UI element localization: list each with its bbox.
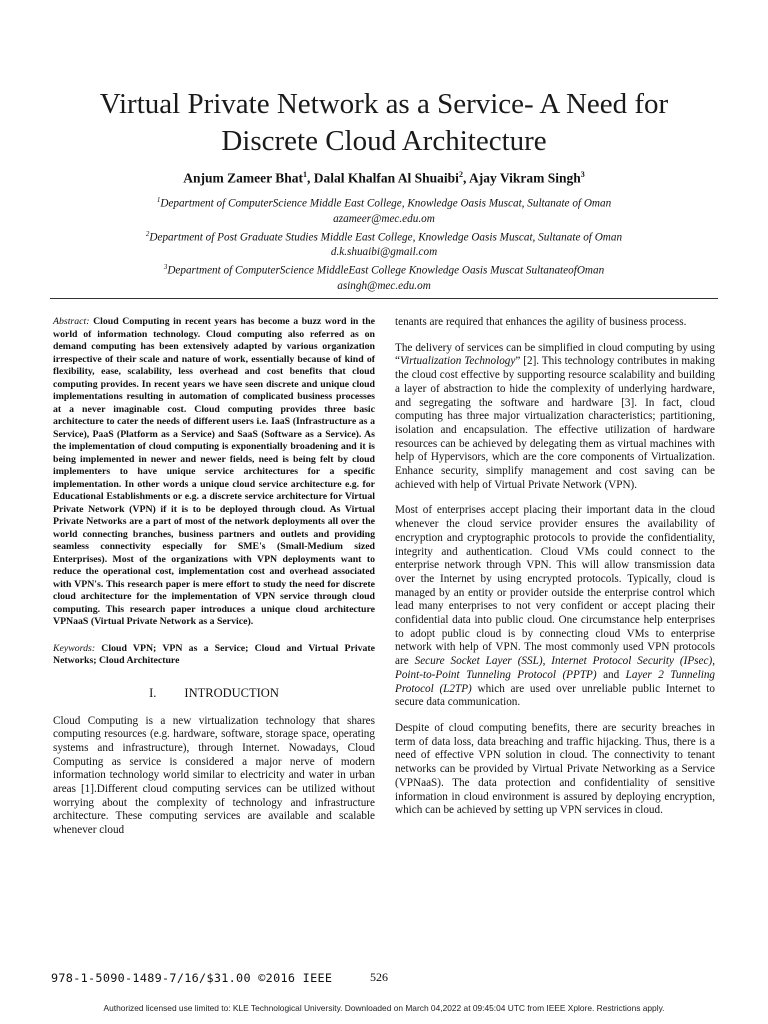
abstract-text: Cloud Computing in recent years has become a buzz word in the world of information technology. Cloud computing also referred as on demand computing has been extensively adapted by various organization irrespective of their scale and nature of work, essentially because of kind of flexibility, ease, scalability, less overhead and cost benefits that cloud computing provides. In recent years we have seen discrete and unique cloud implementations resulting in automation of complicated business processes at a never imaginable cost. Cloud computing provides three basic architecture to cater the needs of different users i.e. IaaS (Infrastructure as a Service), PaaS (Platform as a Service) and SaaS (Software as a Service). As the implementation of cloud computing is exponentially broadening and it is being implemented in newer and newer fields, need is being felt by cloud implementers to have unique service architectures for a specific implementation. In other words a unique cloud service architecture e.g. for Educational Establishments or e.g. a discrete service architecture for Virtual Private Network (VPN) if it is to be deployed through cloud. As Virtual Private Networks are a part of most of the network deployments all over the world connecting branches, business partners and outlets and providing seamless connectivity especially for SME's (Small-Medium sized Enterprises). Most of the organizations with VPN deployments want to reduce the operational cost, implementation cost and overhead associated with VPN's. This research paper is mere effort to study the need for discrete cloud architecture for the implementation of VPN service through cloud computing. This research paper introduces a unique cloud architecture VPNaaS (Virtual Private Network as a Service). <box>53 316 375 627</box>
affiliations <box>40 193 728 294</box>
section-heading-introduction <box>53 686 375 701</box>
keywords-label: Keywords: <box>53 642 96 654</box>
paragraph-text: The delivery of services can be simplified in cloud computing by using “ <box>395 341 715 368</box>
section-number: I. <box>149 685 157 700</box>
keywords <box>53 643 375 668</box>
affiliation-superscript: 2 <box>145 229 150 238</box>
paragraph-text: Most of enterprises accept placing their important data in the cloud whenever the cloud service provider ensures the availability of encryption and cryptographic protocols to provide the confidentiality, integrity and authentication. Cloud VMs could connect to the enterprise network through VPN. This will allow transmission data over the Internet by using encrypted protocols. Typically, cloud is managed by an entity or provider outside the enterprise control which lead many enterprises to not very confident or accept placing their confidential data into public cloud. One circumstance help enterprises to adopt public cloud is by connecting cloud VMs to enterprise network with help of VPN. The most commonly used VPN protocols are <box>395 504 715 668</box>
separator: , <box>542 655 552 668</box>
author-name: Ajay Vikram Singh <box>468 170 581 186</box>
affiliation-dept-3 <box>40 260 728 279</box>
paragraph-text: which are used over unreliable public Internet to secure data communication. <box>395 682 716 709</box>
intro-paragraph-4: Despite of cloud computing benefits, there are security breaches in term of data loss, data breaching and traffic hijacking. Thus, there is a need of effective VPN solution in cloud. The connectivity to tenant networks can be provided by Virtual Private Networking as a Service (VPNaaS). The data protection and confidentiality of sensitive information in cloud environment is assured by deploying encryption, which can be achieved by setting up VPN services in cloud. <box>395 721 715 817</box>
affiliation-superscript: 3 <box>163 263 168 272</box>
left-column <box>53 316 375 850</box>
paper-title-line-2: Discrete Cloud Architecture <box>221 125 547 157</box>
abstract <box>53 316 375 629</box>
author-superscript: 1 <box>303 170 307 179</box>
paper-title-line-1: Virtual Private Network as a Service- A Need for <box>99 88 669 120</box>
page-number: 526 <box>370 970 388 984</box>
protocol-l2tp: Layer 2 Tunneling Protocol (L2TP) <box>395 668 716 695</box>
author-superscript: 3 <box>580 170 585 179</box>
affiliation-email-1: azameer@mec.edu.om <box>333 212 435 225</box>
author-list <box>40 170 728 187</box>
author-separator: , <box>462 170 469 186</box>
isbn-copyright: 978-1-5090-1489-7/16/$31.00 ©2016 IEEE <box>51 971 333 985</box>
author-separator: , <box>307 170 314 186</box>
affiliation-text: Department of ComputerScience Middle East College, Knowledge Oasis Muscat, Sultanate of Oman <box>160 197 612 210</box>
affiliation-text: Department of Post Graduate Studies Middle East College, Knowledge Oasis Muscat, Sultanate of Oman <box>149 231 623 244</box>
intro-paragraph-continued: tenants are required that enhances the agility of business process. <box>395 316 687 328</box>
paragraph-text: ” [2]. This technology contributes in making the cloud cost effective by supporting resource scalability and building a layer of abstraction to hide the complexity of underlying hardware, and segregating the software and hardware [3]. In fact, cloud computing has three major virtualization characteristics; partitioning, isolation and encapsulation. The effective utilization of hardware resources can be achieved by delegating them as virtual machines with help of Hypervisors, which are the core components of Virtualization. Enhance security, simplify management and cost saving can be achieved with help of Virtual Private Network (VPN). <box>395 355 715 491</box>
separator: , <box>712 655 715 668</box>
right-column <box>395 316 715 830</box>
affiliation-email-3: asingh@mec.edu.om <box>337 280 431 293</box>
affiliation-dept-1 <box>40 193 728 212</box>
protocol-pptp: Point-to-Point Tunneling Protocol (PPTP) <box>395 668 597 681</box>
license-notice: Authorized licensed use limited to: KLE Technological University. Downloaded on March 04,2022 at 09:45:04 UTC from IEEE Xplore. Restrictions apply. <box>103 1003 665 1013</box>
intro-paragraph-2 <box>395 342 715 493</box>
italic-term: Virtualization Technology <box>399 355 516 368</box>
header-divider <box>50 298 718 299</box>
abstract-label: Abstract: <box>53 316 90 327</box>
affiliation-text: Department of ComputerScience MiddleEast College Knowledge Oasis Muscat SultanateofOman <box>167 265 605 278</box>
protocol-ssl: Secure Socket Layer (SSL) <box>414 655 543 668</box>
author-name: Anjum Zameer Bhat <box>183 170 303 186</box>
paper-title <box>40 86 728 160</box>
protocol-ipsec: Internet Protocol Security (IPsec) <box>551 655 713 668</box>
separator: and <box>596 668 626 681</box>
affiliation-email-2: d.k.shuaibi@gmail.com <box>330 246 438 259</box>
affiliation-superscript: 1 <box>156 196 161 204</box>
affiliation-dept-2 <box>40 227 728 246</box>
intro-paragraph-3 <box>395 504 715 710</box>
intro-paragraph-1: Cloud Computing is a new virtualization technology that shares computing resources (e.g. hardware, software, storage space, operating systems and infrastructure), through Internet. Nowadays, Cloud Computing as service is considered a major nerve of modern information technology world similar to electricity and water in urban areas [1].Different cloud computing services can be utilized without worrying about the complexity of technology and infrastructure architecture. These computing services are available and scalable whenever cloud <box>53 714 375 837</box>
author-name: Dalal Khalfan Al Shuaibi <box>313 170 459 186</box>
author-superscript: 2 <box>458 170 463 179</box>
keywords-text: Cloud VPN; VPN as a Service; Cloud and Virtual Private Networks; Cloud Architecture <box>53 642 375 666</box>
section-title: INTRODUCTION <box>184 685 279 700</box>
